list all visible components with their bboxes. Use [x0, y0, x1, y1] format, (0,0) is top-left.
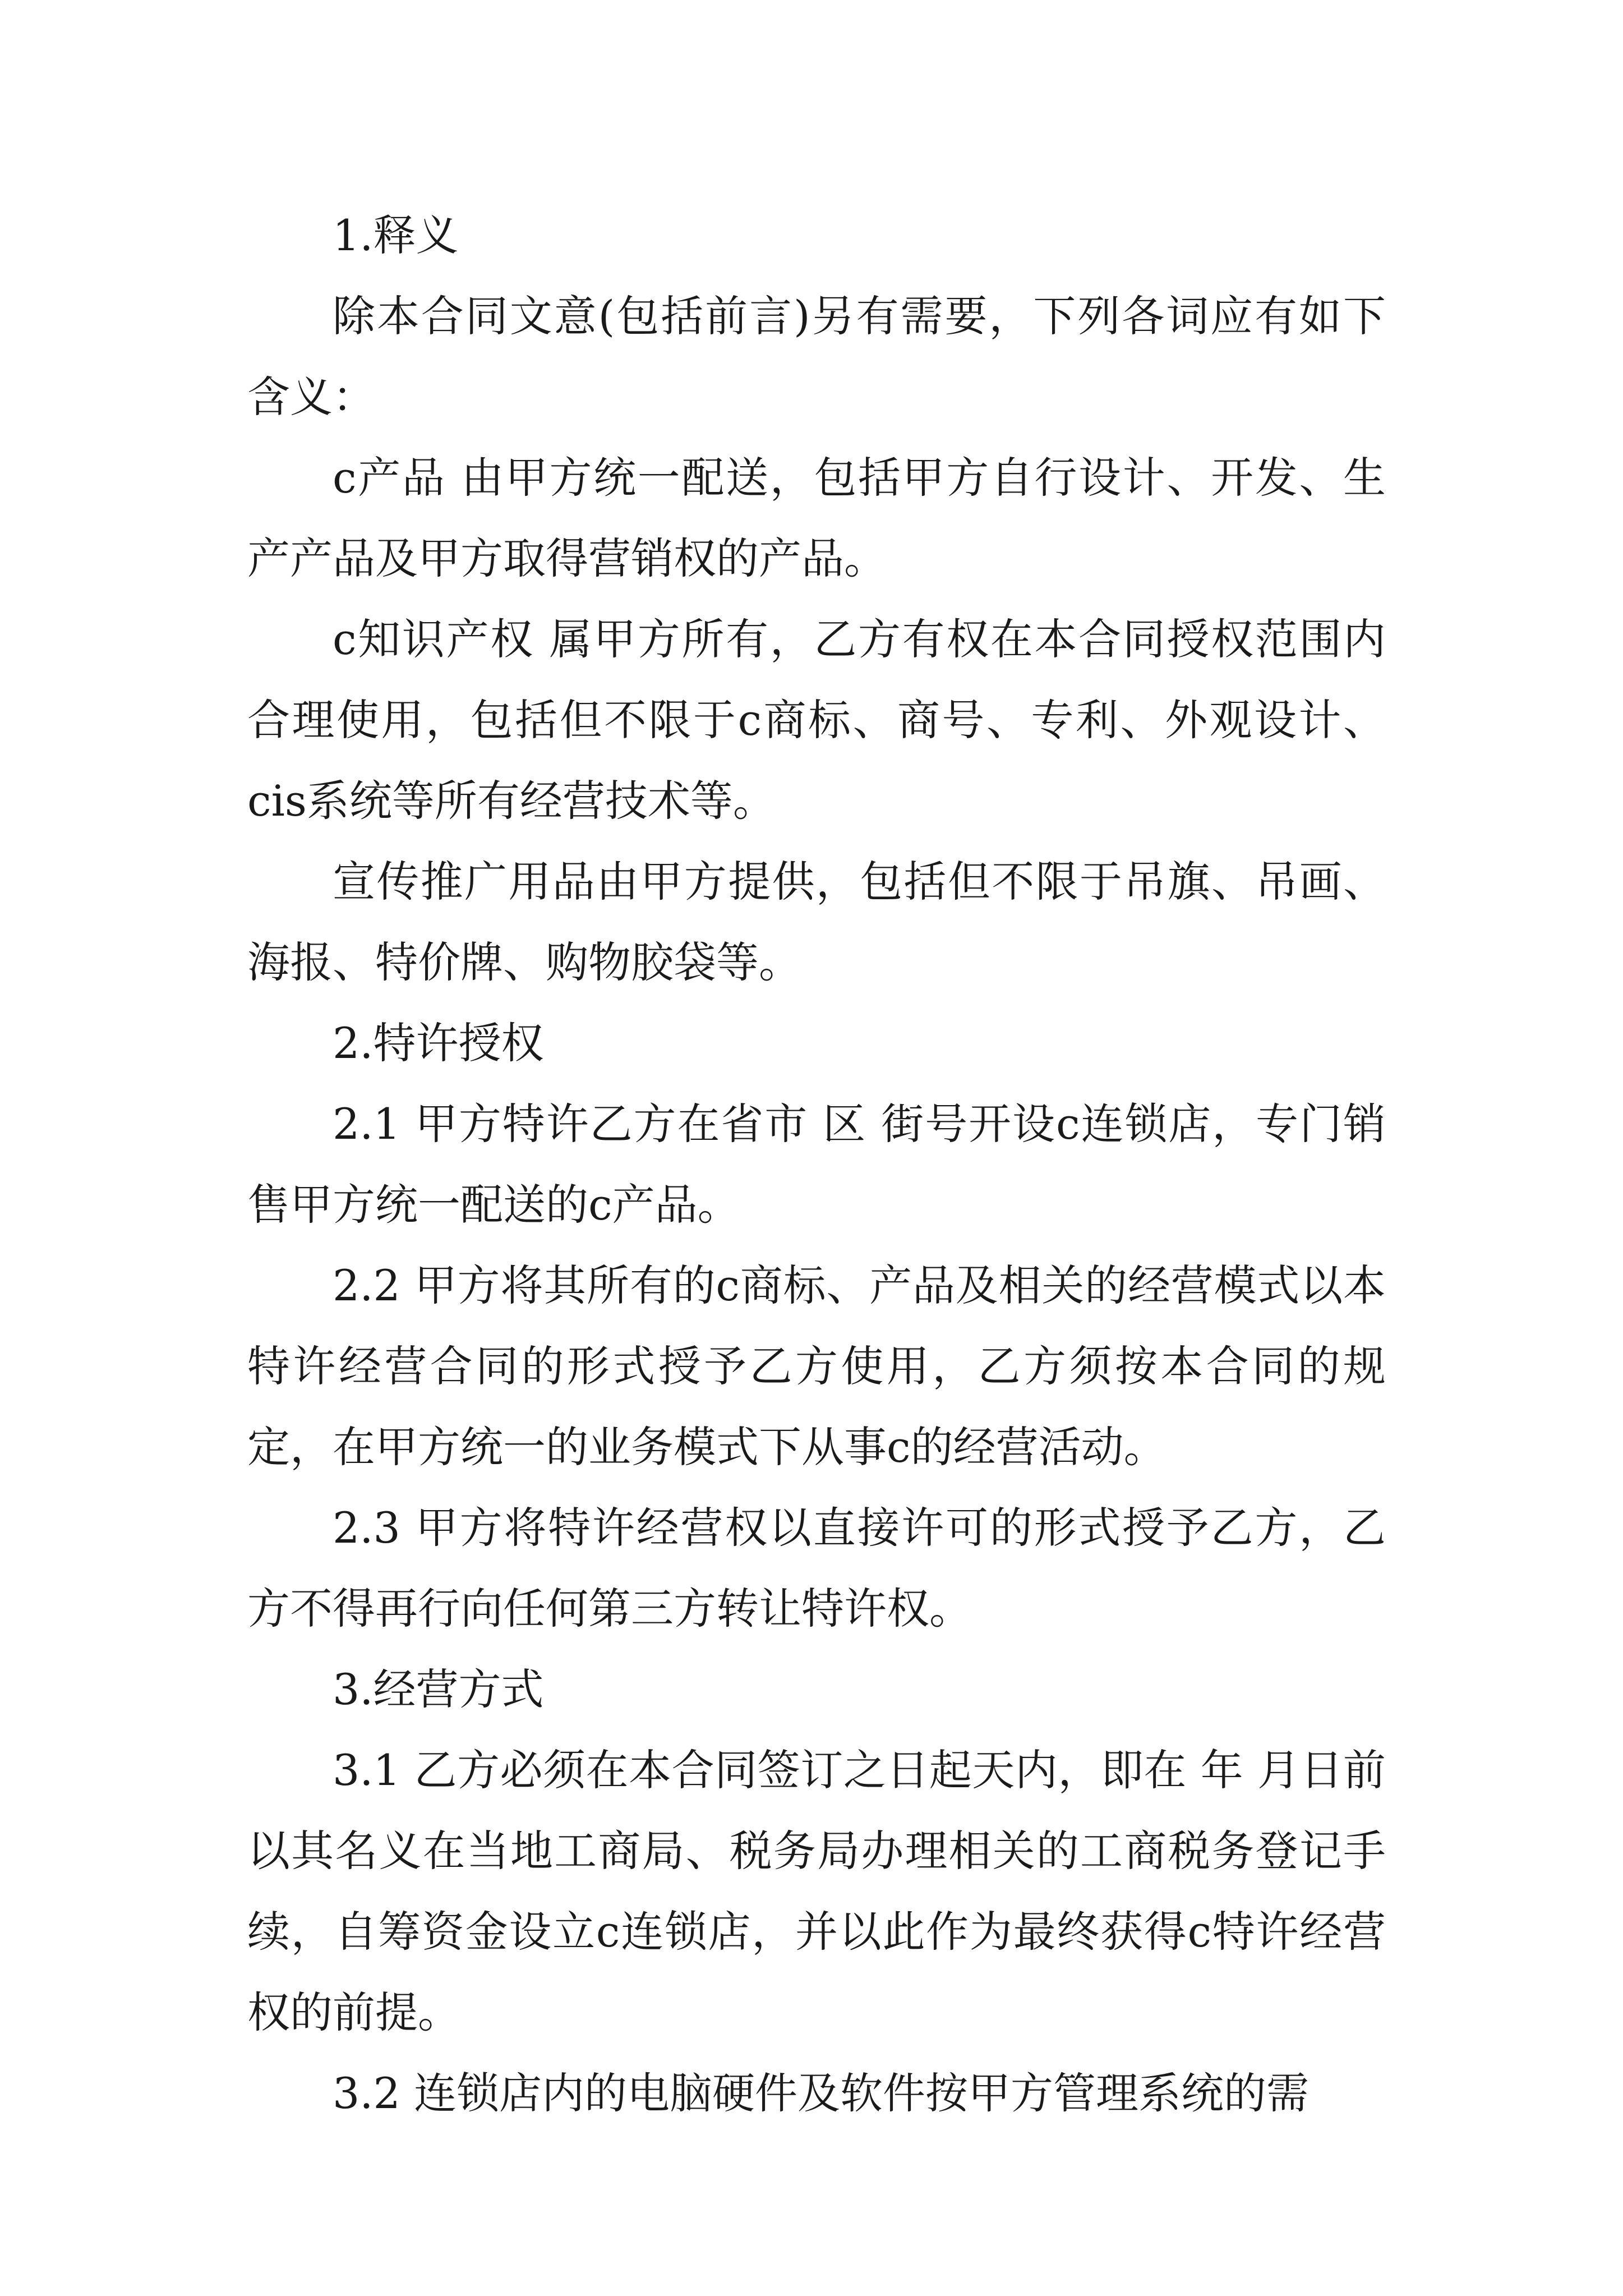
paragraph: 除本合同文意(包括前言)另有需要，下列各词应有如下含义： [247, 291, 1386, 422]
paragraph: 2.2 甲方将其所有的c商标、产品及相关的经营模式以本特许经营合同的形式授予乙方使用，乙方须按本合同的规定，在甲方统一的业务模式下从事c的经营活动。 [247, 1260, 1386, 1472]
paragraph: 3.1 乙方必须在本合同签订之日起天内，即在 年 月日前以其名义在当地工商局、税务局办理相关的工商税务登记手续，自筹资金设立c连锁店，并以此作为最终获得c特许经营权的前提。 [247, 1745, 1386, 2037]
paragraph: c知识产权 属甲方所有，乙方有权在本合同授权范围内合理使用，包括但不限于c商标、商号、专利、外观设计、cis系统等所有经营技术等。 [247, 614, 1386, 826]
paragraph: 2.3 甲方将特许经营权以直接许可的形式授予乙方，乙方不得再行向任何第三方转让特许权。 [247, 1503, 1386, 1634]
paragraph: 2.1 甲方特许乙方在省市 区 街号开设c连锁店，专门销售甲方统一配送的c产品。 [247, 1099, 1386, 1230]
paragraph: c产品 由甲方统一配送，包括甲方自行设计、开发、生产产品及甲方取得营销权的产品。 [247, 453, 1386, 583]
section-heading-3: 3.经营方式 [333, 1664, 544, 1714]
paragraph: 3.2 连锁店内的电脑硬件及软件按甲方管理系统的需 [333, 2068, 1310, 2118]
document-page [247, 195, 1386, 2134]
section-heading-1: 1.释义 [333, 210, 459, 260]
paragraph: 宣传推广用品由甲方提供，包括但不限于吊旗、吊画、海报、特价牌、购物胶袋等。 [247, 857, 1386, 987]
section-heading-2: 2.特许授权 [333, 1018, 544, 1068]
